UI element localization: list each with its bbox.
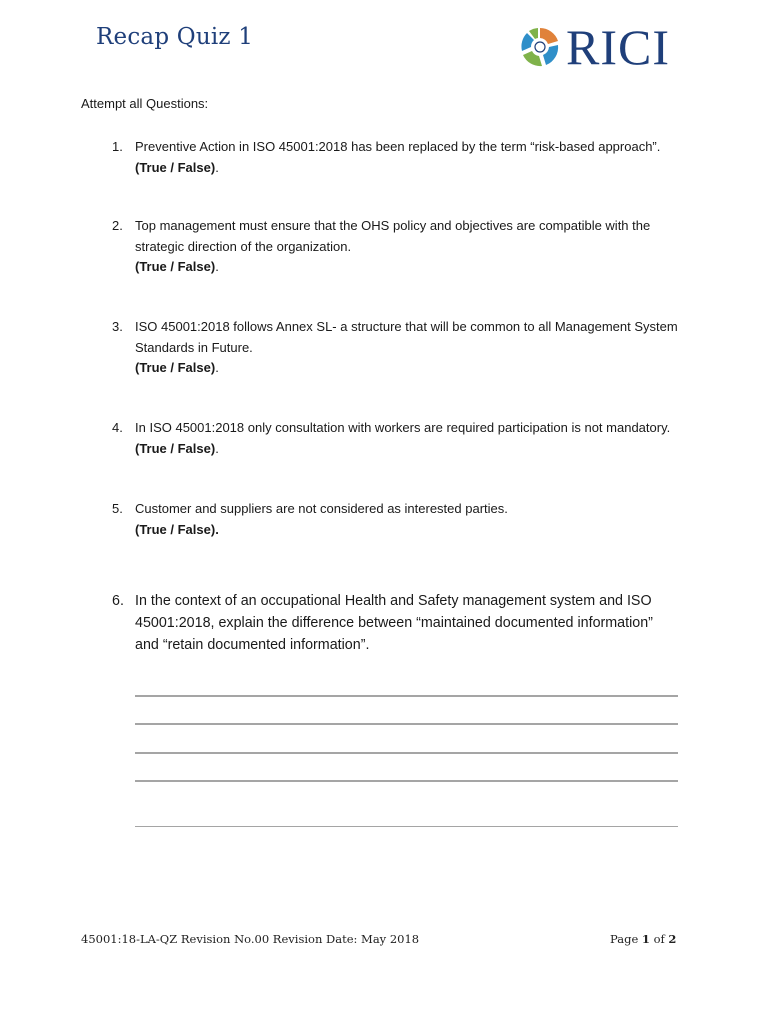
question-3: [112, 317, 682, 379]
question-text: Preventive Action in ISO 45001:2018 has been replaced by the term “risk-based approach”.: [135, 139, 661, 154]
question-number: 6.: [112, 593, 124, 609]
page-label: Page: [610, 932, 639, 946]
answer-line[interactable]: [135, 752, 678, 754]
rici-logo: [518, 19, 670, 75]
true-false-option: (True / False): [135, 440, 216, 456]
question-number: 2.: [112, 218, 123, 233]
question-text: 45001:2018, explain the difference between “maintained documented information”: [135, 615, 653, 631]
answer-punctuation: .: [215, 159, 219, 175]
question-number: 4.: [112, 420, 123, 435]
question-text: In the context of an occupational Health and Safety management system and ISO: [135, 593, 652, 609]
question-text: In ISO 45001:2018 only consultation with workers are required participation is not mandatory.: [135, 420, 671, 435]
answer-punctuation: .: [215, 440, 219, 456]
true-false-option: (True / False): [135, 159, 216, 175]
question-text: and “retain documented information”.: [135, 637, 370, 653]
question-5: [112, 499, 682, 540]
page-current: 1: [641, 932, 650, 946]
question-number: 3.: [112, 319, 123, 334]
question-2: [112, 216, 682, 278]
question-text: ISO 45001:2018 follows Annex SL- a structure that will be common to all Management System: [135, 319, 678, 334]
answer-punctuation: .: [215, 360, 219, 375]
answer-line[interactable]: [135, 826, 678, 827]
page-title: Recap Quiz 1: [96, 24, 254, 50]
question-text: Top management must ensure that the OHS policy and objectives are compatible with the: [135, 218, 651, 233]
instruction-text: Attempt all Questions:: [81, 96, 209, 111]
question-4: [112, 418, 682, 459]
page-number: [610, 932, 676, 946]
answer-line[interactable]: [135, 723, 678, 725]
true-false-option: (True / False).: [135, 521, 219, 537]
question-6: [112, 590, 682, 656]
answer-line[interactable]: [135, 695, 678, 697]
page-total: 2: [668, 932, 677, 946]
answer-punctuation: .: [215, 259, 219, 274]
question-number: 5.: [112, 501, 123, 516]
page-of: of: [653, 932, 665, 946]
true-false-option: (True / False): [135, 259, 216, 274]
question-text: Standards in Future.: [135, 339, 253, 355]
logo-wordmark: RICI: [566, 19, 670, 75]
true-false-option: (True / False): [135, 360, 216, 375]
question-number: 1.: [112, 139, 123, 154]
rici-emblem-icon: [518, 25, 562, 69]
answer-line[interactable]: [135, 780, 678, 782]
document-revision-info: 45001:18-LA-QZ Revision No.00 Revision Date: May 2018: [81, 932, 420, 946]
question-text: strategic direction of the organization.: [135, 238, 352, 254]
question-1: [112, 137, 682, 178]
question-text: Customer and suppliers are not considered as interested parties.: [135, 501, 508, 516]
